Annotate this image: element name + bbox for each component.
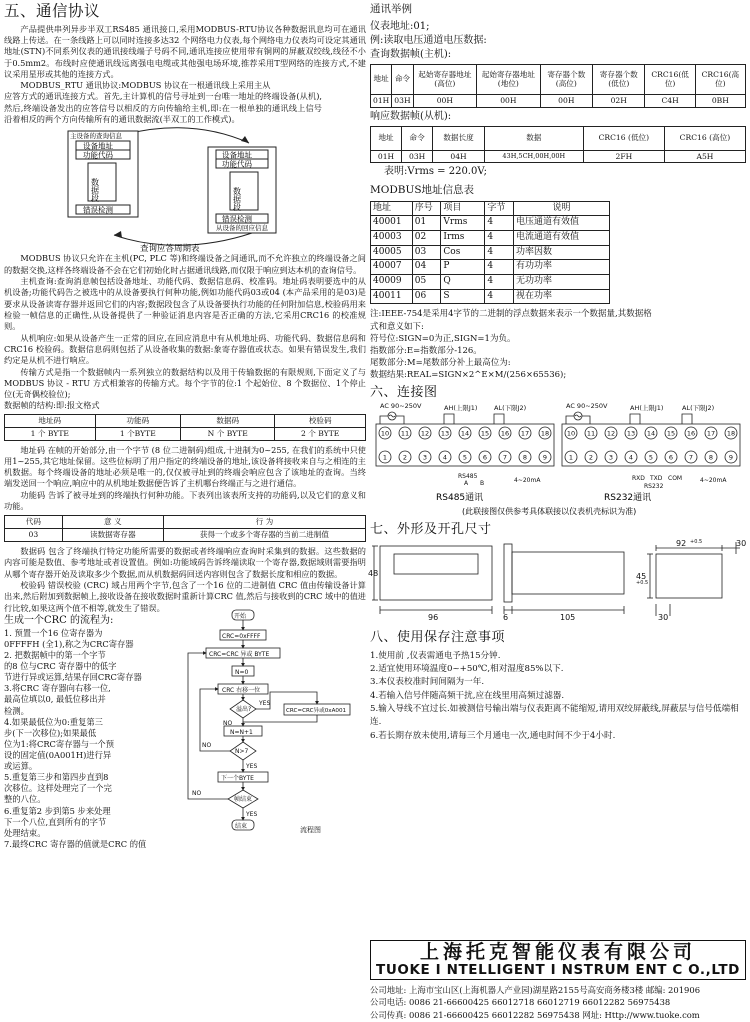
func-header: 行 为 (163, 516, 365, 529)
terminal-bottom-label: 6 (482, 453, 488, 462)
ma-label-2: 4~20mA (700, 477, 727, 485)
func-cell: 获得一个或多个寄存器的当前二进制值 (163, 529, 365, 542)
terminal-top-label: 17 (520, 429, 530, 438)
a-cell: 40011 (371, 289, 413, 304)
query-response-diagram (4, 125, 366, 253)
care-title: 八、使用保存注意事项 (370, 630, 506, 646)
q-header: 起始寄存器地址(地位) (477, 64, 541, 94)
right-column (370, 0, 746, 743)
terminal-top-label: 16 (500, 429, 510, 438)
terminal-top-label: 18 (540, 429, 550, 438)
terminal-bottom-label: 4 (628, 453, 634, 462)
func-header: 意 义 (62, 516, 163, 529)
crc-step: 1. 预置一个16 位寄存器为 (4, 627, 103, 638)
paragraph-2: MODBUS 协议只允许在主机(PC, PLC 等)和终端设备之间通讯,而不允许独立的终端设备之间的数据交换,这样各终端设备不会在它们初始化时占据通讯线路,而仅限于响应到达本机的查询信号。 (4, 253, 366, 275)
a-label: A (464, 480, 469, 488)
flow-xor: CRC=CRC 异或 BYTE (209, 650, 270, 658)
a-cell: S (441, 289, 485, 304)
terminal-bottom-label: 9 (728, 453, 734, 462)
response-table (370, 126, 746, 164)
al-label-2: AL(下限J2) (682, 404, 715, 413)
a-cell: 4 (485, 260, 514, 275)
dim-48: 48 (368, 569, 379, 579)
q-cell: 01H (371, 94, 392, 107)
a-header: 字节 (485, 201, 514, 216)
r-header: 数据 (484, 126, 583, 150)
a-cell: 40003 (371, 231, 413, 246)
crc-step: 或运算。 (4, 761, 38, 772)
rs485-label: RS485 (458, 473, 478, 481)
a-cell: 功率因数 (514, 245, 610, 260)
dim-30-b: 30 (658, 613, 669, 623)
dim-6: 6 (503, 613, 509, 623)
slave-caption: 从设备的回应信息 (216, 224, 268, 233)
left-column (4, 0, 366, 868)
terminal-bottom-label: 6 (668, 453, 674, 462)
rs232-label: RS232 (644, 483, 664, 491)
q-cell: 0BH (695, 94, 745, 107)
crc-step: 3.将CRC 寄存器向右移一位, (4, 683, 111, 694)
response-label: 响应数据帧(从机): (370, 110, 452, 122)
terminal-top-label: 10 (380, 429, 390, 438)
crc-flowchart (180, 608, 366, 848)
flow-shift: CRC 右移一位 (222, 686, 261, 694)
r-header: 数据长度 (433, 126, 485, 150)
a-cell: 40007 (371, 260, 413, 275)
slave-check: 错误检测 (222, 214, 252, 224)
slave-func: 功能代码 (222, 159, 252, 169)
frame-header: 数据码 (181, 414, 275, 427)
contact-line: 公司地址: 上海市宝山区(上海机器人产业园)湖星路2155号高安商务楼3楼 邮编: 201906 (370, 984, 701, 995)
a-cell: Cos (441, 245, 485, 260)
table-row (371, 260, 610, 275)
terminal-bottom-label: 7 (502, 453, 508, 462)
ac-label-2: AC 90~250V (566, 402, 608, 411)
com-label: COM (668, 475, 683, 483)
master-data: 数据段 (90, 178, 100, 203)
frame-cell: 1 个BYTE (95, 427, 181, 440)
terminal-bottom-label: 2 (402, 453, 408, 462)
terminal-top-label: 10 (566, 429, 576, 438)
terminal-bottom-label: 8 (522, 453, 528, 462)
terminal-bottom-label: 5 (648, 453, 654, 462)
a-cell: Vrms (441, 216, 485, 231)
crc-step: 下一个八位,直到所有的字节 (4, 816, 107, 827)
terminal-bottom-label: 4 (442, 453, 448, 462)
contact-line: 公司传真: 0086 21-66600425 66012282 56975438 网址: Http://www.tuoke.com (370, 1009, 700, 1020)
section-title-protocol: 五、通信协议 (4, 2, 101, 20)
ah-label-2: AH(上限J1) (630, 404, 664, 413)
crc-step: 0FFFFH (全1),称之为CRC寄存器 (4, 638, 134, 649)
crc-step: 4.如果最低位为0:重复第三 (4, 716, 103, 727)
rxd-label: RXD (632, 475, 645, 483)
paragraph-9: 校验码 错误校验 (CRC) 域占用两个字节,包含了一个16 位的二进制值 CRC 值由传输设备计算出来,然后附加到数据帧上,接收设备在接收数据时重新计算CRC 值,然后与接收到的CRC 域中的值进行比较,如果这两个值不相等,就发生了错误。 (4, 580, 366, 613)
a-cell: P (441, 260, 485, 275)
a-cell: 无功功率 (514, 275, 610, 290)
flow-no3: NO (192, 789, 202, 797)
flow-q3: 帧结束 (234, 795, 253, 803)
flow-inc: N=N+1 (230, 728, 253, 736)
frame-cell: N 个 BYTE (181, 427, 275, 440)
dim-105: 105 (560, 613, 576, 623)
note-line: 注:IEEE-754是采用4字节的二进制的浮点数据来表示一个数据量,其数据格 (370, 309, 652, 320)
paragraph-4: 从机响应:如果从设备产生一正常的回应,在回应消息中有从机地址码、功能代码、数据信息码和CRC16 校验码。数据信息码则包括了从设备收集的数据:象寄存器值或状态。如果有错误发生,我们约定是从机不进行响应。 (4, 332, 366, 366)
list-item: 4.若输入信号伴随高频干扰,应在线里用高频过滤器. (370, 690, 565, 701)
terminal-top-label: 15 (480, 429, 490, 438)
func-cell: 03 (5, 529, 63, 542)
a-cell: 4 (485, 245, 514, 260)
txd-label: TXD (650, 475, 663, 483)
slave-data: 数据段 (232, 187, 242, 212)
r-header: 地址 (371, 126, 402, 150)
q-cell: 00H (413, 94, 477, 107)
terminal-bottom-label: 9 (542, 453, 548, 462)
a-cell: 06 (412, 289, 441, 304)
flow-yes3: YES (246, 810, 258, 818)
address-table-title: MODBUS地址信息表 (370, 184, 475, 197)
flow-caption: 流程图 (300, 825, 321, 834)
wiring-title: 六、连接图 (370, 384, 438, 400)
flow-yes1: YES (259, 699, 271, 707)
modbus-line: MODBUS_RTU 通讯协议:MODBUS 协议在一根通讯线上采用主从 (20, 80, 271, 91)
a-header: 地址 (371, 201, 413, 216)
crc-steps (4, 628, 180, 850)
table-row (371, 289, 610, 304)
a-header: 说明 (514, 201, 610, 216)
a-cell: 01 (412, 216, 441, 231)
q-cell: 00H (477, 94, 541, 107)
crc-step: 处理结束。 (4, 827, 46, 838)
master-func: 功能代码 (83, 150, 113, 160)
dim-92-tol: +0.5 (690, 539, 703, 546)
q-cell: C4H (645, 94, 695, 107)
terminal-top-label: 17 (706, 429, 716, 438)
flow-start: 开始 (234, 612, 247, 620)
r-header: CRC16 (高位) (664, 126, 745, 150)
dim-45-tol: +0.5 (636, 580, 649, 587)
wiring-diagram (370, 400, 746, 518)
r-cell: 43H,5CH,00H,00H (484, 150, 583, 163)
meter-address: 仪表地址:01; (370, 21, 430, 33)
crc-title: 生成一个CRC 的流程为: (4, 614, 114, 626)
b-label: B (480, 480, 485, 488)
master-addr: 设备地址 (83, 141, 113, 151)
wiring-caption-2: RS232通讯 (604, 493, 652, 504)
paragraph-8: 数据码 包含了终端执行特定功能所需要的数据或者终端响应查询时采集到的数据。这些数据的内容可能是数值、参考地址或者设置值。例如:功能域码告诉终端读取一个寄存器,数据域则需要指明从哪个寄存器开始及读取多少个数据,而从机数据码回送内容则包含了数据长度和相应的数据。 (4, 546, 366, 579)
modbus-paragraph: 应答方式的通讯连接方式。首先,主计算机的信号寻址到一台唯一地址的终端设备(从机),然后,终端设备发出的应答信号以相反的方向传输给主机,即:在一根单独的通讯线上信号沿着相反的两个方向传输所有的通讯数据流(半双工的工作模式)。 (4, 91, 322, 125)
crc-step: 整的八位。 (4, 794, 46, 805)
result-text: 表明:Vrms = 220.0V; (384, 166, 487, 178)
note-line: 符号位:SIGN=0为正,SIGN=1为负。 (370, 333, 516, 344)
a-cell: 有功功率 (514, 260, 610, 275)
ieee-note (370, 308, 746, 380)
terminal-bottom-label: 2 (588, 453, 594, 462)
list-item: 5.输入导线不宜过长.如被测信号输出端与仪表距离不能缩短,请用双绞屏蔽线,屏蔽层与信号低端相连. (370, 703, 739, 728)
contact-info (370, 984, 746, 1022)
intro-paragraph: 产品提供串列异步半双工RS485 通讯接口,采用MODBUS-RTU协议各种数据讯息均可在通讯线路上传送。在一条线路上可以同时连接多达32 个网络电力仪表,每个网络电力仪表均可设定其通讯地址(STN)不同系列仪表的通讯接线端子号码不同,通讯连接应使用带有铜网的屏蔽双绞线,线径不小于0.5mm2。布线时应使通讯线远离强电电缆或其他强电场环境,推荐采用T型网络的连接方式,不建议采用星形或其他的连接方式。 (4, 23, 366, 79)
flow-q1: 溢出? (236, 705, 252, 713)
a-cell: Irms (441, 231, 485, 246)
r-cell: 2FH (583, 150, 664, 163)
paragraph-7: 功能码 告诉了被寻址到的终端执行何种功能。下表列出该表所支持的功能码,以及它们的意义和功能。 (4, 489, 366, 512)
flow-q2: N>7 (235, 747, 249, 755)
example-title: 通讯举例 (370, 3, 412, 15)
wiring-note: (此联接图仅供参考具体联接以仪表机壳标识为准) (462, 507, 637, 517)
terminal-bottom-label: 1 (568, 453, 574, 462)
crc-step: 6.重复第2 步到第5 步来处理 (4, 805, 111, 816)
q-cell: 00H (540, 94, 592, 107)
wiring-caption-1: RS485通讯 (436, 493, 484, 504)
r-cell: 04H (433, 150, 485, 163)
dimension-drawing (370, 538, 746, 622)
master-check: 错误检测 (83, 205, 113, 215)
terminal-top-label: 13 (440, 429, 450, 438)
terminal-bottom-label: 7 (688, 453, 694, 462)
frame-header: 地址码 (5, 414, 96, 427)
q-cell: 02H (593, 94, 645, 107)
crc-step: 设的固定值(0A001H)进行异 (4, 749, 112, 760)
r-cell: 01H (371, 150, 402, 163)
company-footer (370, 940, 746, 1022)
terminal-top-label: 11 (400, 429, 410, 438)
flow-end: 结束 (235, 822, 248, 830)
care-list (370, 650, 746, 743)
terminal-bottom-label: 1 (382, 453, 388, 462)
terminal-top-label: 18 (726, 429, 736, 438)
a-cell: 03 (412, 245, 441, 260)
crc-step: 步(下一次移位);如果最低 (4, 727, 97, 738)
frame-header: 功能码 (95, 414, 181, 427)
crc-step: 7.最终CRC 寄存器的值就是CRC 的值 (4, 838, 147, 849)
ma-label-1: 4~20mA (514, 477, 541, 485)
crc-step: 最高位填以0, 最低位移出并 (4, 694, 106, 705)
a-cell: 4 (485, 289, 514, 304)
dimension-title: 七、外形及开孔尺寸 (370, 522, 492, 538)
a-cell: 电流通道有效值 (514, 231, 610, 246)
logo-cn: 上海托克智能仪表有限公司 (419, 941, 696, 963)
q-header: CRC16(低位) (645, 64, 695, 94)
frame-cell: 1 个 BYTE (5, 427, 96, 440)
a-cell: 4 (485, 216, 514, 231)
terminal-top-label: 12 (420, 429, 430, 438)
crc-step: 5.重复第三步和第四步直到8 (4, 772, 109, 783)
example-text: 例:读取电压通道电压数据: (370, 35, 487, 47)
frame-label: 数据帧的结构:即:报文格式 (4, 400, 100, 411)
a-cell: 4 (485, 231, 514, 246)
list-item: 1.使用前 ,仪表需通电予热15分钟. (370, 650, 501, 661)
a-cell: 05 (412, 275, 441, 290)
table-row (371, 216, 610, 231)
q-header: 寄存器个数(低位) (593, 64, 645, 94)
address-table (370, 201, 610, 305)
query-label: 查询数据帧(主机): (370, 49, 452, 61)
q-header: 地址 (371, 64, 392, 94)
list-item: 6.若长期存放未使用,请每三个月通电一次,通电时间不少于4小时. (370, 730, 616, 741)
dim-92: 92 (676, 539, 687, 549)
r-header: CRC16 (低位) (583, 126, 664, 150)
a-cell: 电压通道有效值 (514, 216, 610, 231)
a-cell: 视在功率 (514, 289, 610, 304)
ah-label-1: AH(上限J1) (444, 404, 478, 413)
crc-step: 的8 位与CRC 寄存器中的低字 (4, 661, 117, 672)
r-cell: A5H (664, 150, 745, 163)
terminal-bottom-label: 8 (708, 453, 714, 462)
a-cell: 40009 (371, 275, 413, 290)
diagram-caption: 查询应答周期表 (140, 244, 200, 255)
a-cell: 4 (485, 275, 514, 290)
paragraph-3: 主机查询:查询消息帧包括设备地址、功能代码、数据信息码、校准码。地址码表明要选中的从机设备;功能代码告之被选中的从设备要执行何种功能,例如功能代码03或04 (本产品采用的是03)是要求从设备读寄存器并返回它们的内容;数据段包含了从设备要执行功能的任何附加信息,校验码用来检验一帧信息的正确性,从设备提供了一种验证消息内容是否正确的方法,它采用CRC16 的校准规则。 (4, 276, 366, 332)
crc-step: 位为1:将CRC寄存器与一个预 (4, 738, 114, 749)
logo-en: TUOKE I NTELLIGENT I NSTRUM ENT C O.,LTD (376, 961, 740, 978)
a-cell: 02 (412, 231, 441, 246)
func-cell: 读数据寄存器 (62, 529, 163, 542)
slave-addr: 设备地址 (222, 150, 252, 160)
flow-xor2: CRC=CRC异或0xA001 (286, 707, 347, 714)
crc-step: 检测。 (4, 705, 29, 716)
company-logo (370, 940, 746, 980)
note-line: 式和意义如下: (370, 321, 424, 332)
note-line: 尾数部分:M=尾数部分补上最高位为: (370, 357, 511, 368)
table-row (371, 231, 610, 246)
a-cell: Q (441, 275, 485, 290)
flow-init: CRC=0xFFFF (222, 632, 261, 640)
terminal-top-label: 15 (666, 429, 676, 438)
list-item: 2.适宜使用环境温度0~+50℃,相对湿度85%以下. (370, 663, 564, 674)
al-label-1: AL(下限J2) (494, 404, 527, 413)
q-cell: 03H (392, 94, 413, 107)
frame-cell: 2 个 BYTE (275, 427, 366, 440)
r-header: 命令 (402, 126, 433, 150)
contact-line: 公司电话: 0086 21-66600425 66012718 66012719 66012282 56975438 (370, 997, 671, 1008)
note-line: 指数部分:E=指数部分-126。 (370, 345, 482, 356)
a-header: 项目 (441, 201, 485, 216)
q-header: 寄存器个数(高位) (540, 64, 592, 94)
terminal-top-label: 12 (606, 429, 616, 438)
query-table (370, 64, 746, 108)
terminal-top-label: 13 (626, 429, 636, 438)
note-line: 数据结果:REAL=SIGN×2^E×M/(256×65536); (370, 369, 567, 380)
flow-n0: N=0 (235, 668, 249, 676)
terminal-top-label: 14 (646, 429, 656, 438)
r-cell: 03H (402, 150, 433, 163)
table-row (371, 275, 610, 290)
a-cell: 40005 (371, 245, 413, 260)
flow-no1: NO (223, 719, 233, 727)
a-cell: 40001 (371, 216, 413, 231)
paragraph-5: 传输方式是指一个数据帧内一系列独立的数据结构以及用于传输数据的有限规则,下面定义了与MODBUS 协议 - RTU 方式相兼容的传输方式。每个字节的位:1 个起始位、8 个数据位、1个停止位(无奇偶校验位); (4, 366, 366, 400)
table-row (371, 245, 610, 260)
dim-96: 96 (428, 613, 439, 623)
a-cell: 04 (412, 260, 441, 275)
dim-45: 45 (636, 572, 647, 582)
frame-header: 校验码 (275, 414, 366, 427)
paragraph-6: 地址码 在帧的开始部分,由一个字节 (8 位二进制码)组成,十进制为0~255, 在我们的系统中只使用1~255,其它地址保留。这些位标明了用户指定的终端设备的地址,该设备将接收来自与之相连的主机数据。每个终端设备的地址必须是唯一的,仅仅被寻址到的终端会响应包含了该地址的查询。当终端发送回一个响应,响应中的从机地址数据便告诉了主机哪台终端正与之进行通信。 (4, 444, 366, 489)
terminal-bottom-label: 3 (422, 453, 428, 462)
crc-step: 次移位。这样处理完了一个完 (4, 783, 112, 794)
flow-no2: NO (202, 741, 212, 749)
terminal-top-label: 16 (686, 429, 696, 438)
flow-next: 下一个BYTE (221, 774, 254, 782)
crc-step: 2. 把数据帧中的第一个字节 (4, 649, 106, 660)
terminal-top-label: 11 (586, 429, 596, 438)
q-header: CRC16(高位) (695, 64, 745, 94)
ac-label-1: AC 90~250V (380, 402, 422, 411)
flow-yes2: YES (246, 762, 258, 770)
terminal-bottom-label: 5 (462, 453, 468, 462)
dim-30-a: 30 (736, 539, 747, 549)
q-header: 起始寄存器地址(高位) (413, 64, 477, 94)
list-item: 3.本仪表校准时间间隔为一年. (370, 677, 485, 688)
a-header: 序号 (412, 201, 441, 216)
crc-step: 节进行异或运算,结果存回CRC寄存器 (4, 672, 142, 683)
master-caption: 主设备的查询信息 (70, 132, 122, 141)
frame-table (4, 414, 366, 441)
function-table (4, 515, 366, 542)
q-header: 命令 (392, 64, 413, 94)
terminal-bottom-label: 3 (608, 453, 614, 462)
func-header: 代码 (5, 516, 63, 529)
terminal-top-label: 14 (460, 429, 470, 438)
